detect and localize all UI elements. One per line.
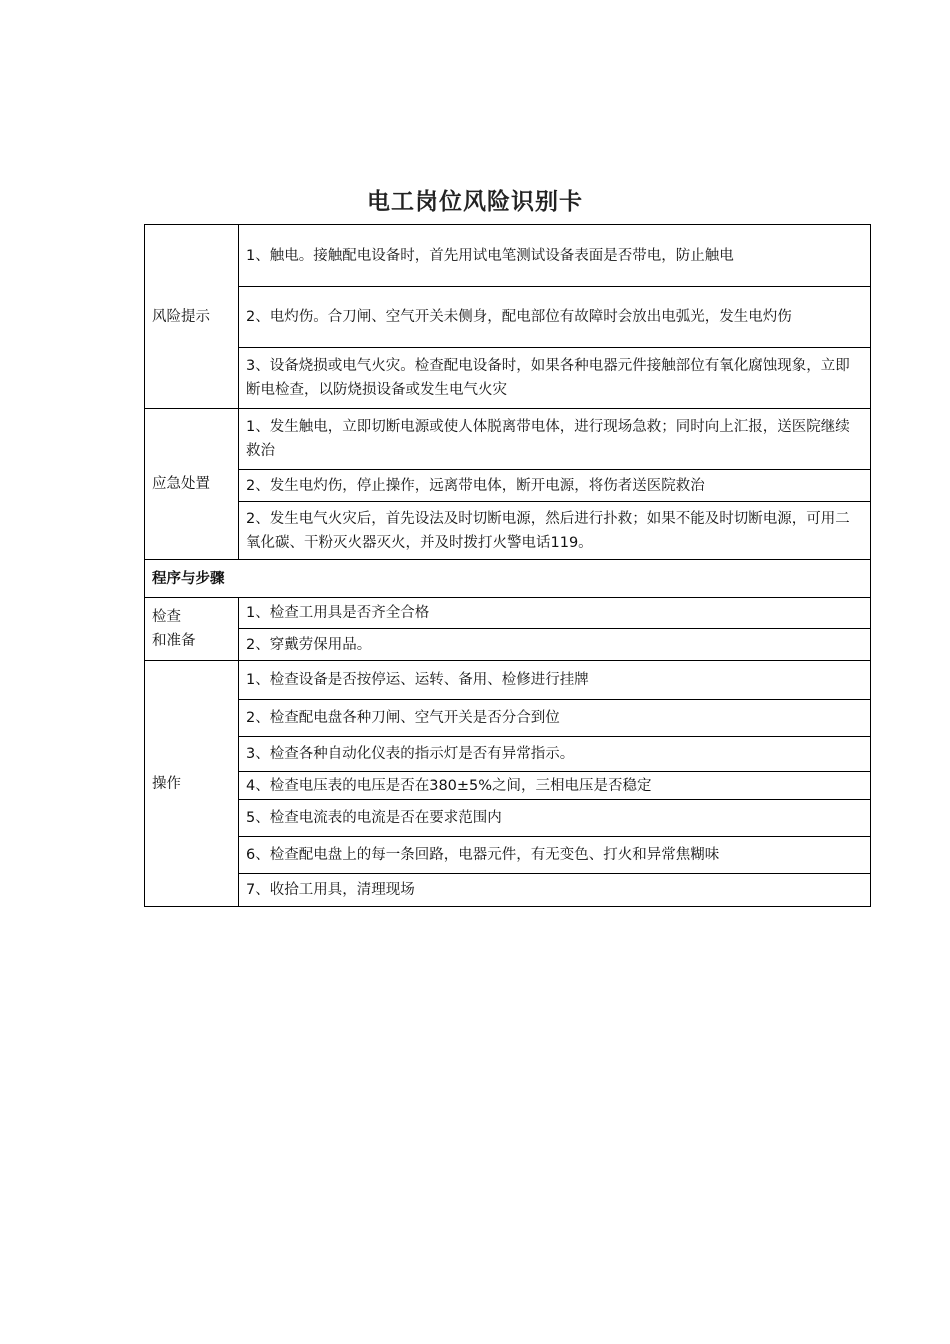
operation-item-4: 4、检查电压表的电压是否在380±5%之间，三相电压是否稳定 [239,772,871,800]
risk-item-3: 3、设备烧损或电气火灾。检查配电设备时，如果各种电器元件接触部位有氧化腐蚀现象，立即断电检查，以防烧损设备或发生电气火灾 [239,348,871,409]
table-row [145,470,871,502]
table-row [145,348,871,409]
table-row [145,800,871,837]
operation-item-5: 5、检查电流表的电流是否在要求范围内 [239,800,871,837]
emergency-label: 应急处置 [145,409,239,560]
risk-label: 风险提示 [145,225,239,409]
table-row [145,772,871,800]
table-row [145,409,871,470]
prep-label-line1: 检查 [152,609,181,625]
prep-label [145,598,239,661]
operation-label: 操作 [145,661,239,907]
risk-item-1: 1、触电。接触配电设备时，首先用试电笔测试设备表面是否带电，防止触电 [239,225,871,287]
operation-item-3: 3、检查各种自动化仪表的指示灯是否有异常指示。 [239,737,871,772]
risk-identification-table [144,224,871,907]
prep-item-1: 1、检查工用具是否齐全合格 [239,598,871,629]
table-row [145,287,871,348]
table-row [145,598,871,629]
table-row [145,700,871,737]
emergency-item-3: 2、发生电气火灾后，首先设法及时切断电源，然后进行扑救；如果不能及时切断电源，可用二氧化碳、干粉灭火器灭火，并及时拨打火警电话119。 [239,502,871,560]
risk-item-2: 2、电灼伤。合刀闸、空气开关未侧身，配电部位有故障时会放出电弧光，发生电灼伤 [239,287,871,348]
procedure-header: 程序与步骤 [145,560,871,598]
table-row [145,737,871,772]
operation-item-1: 1、检查设备是否按停运、运转、备用、检修进行挂牌 [239,661,871,700]
table-row [145,837,871,874]
prep-label-line2: 和准备 [152,633,196,649]
operation-item-6: 6、检查配电盘上的每一条回路，电器元件，有无变色、打火和异常焦糊味 [239,837,871,874]
operation-item-2: 2、检查配电盘各种刀闸、空气开关是否分合到位 [239,700,871,737]
emergency-item-1: 1、发生触电，立即切断电源或使人体脱离带电体，进行现场急救；同时向上汇报，送医院继续救治 [239,409,871,470]
emergency-item-2: 2、发生电灼伤，停止操作，远离带电体，断开电源，将伤者送医院救治 [239,470,871,502]
table-row [145,629,871,661]
prep-item-2: 2、穿戴劳保用品。 [239,629,871,661]
table-row [145,502,871,560]
table-row [145,560,871,598]
table-row [145,225,871,287]
table-row [145,661,871,700]
document-title: 电工岗位风险识别卡 [367,189,583,215]
operation-item-7: 7、收拾工用具，清理现场 [239,874,871,907]
table-row [145,874,871,907]
